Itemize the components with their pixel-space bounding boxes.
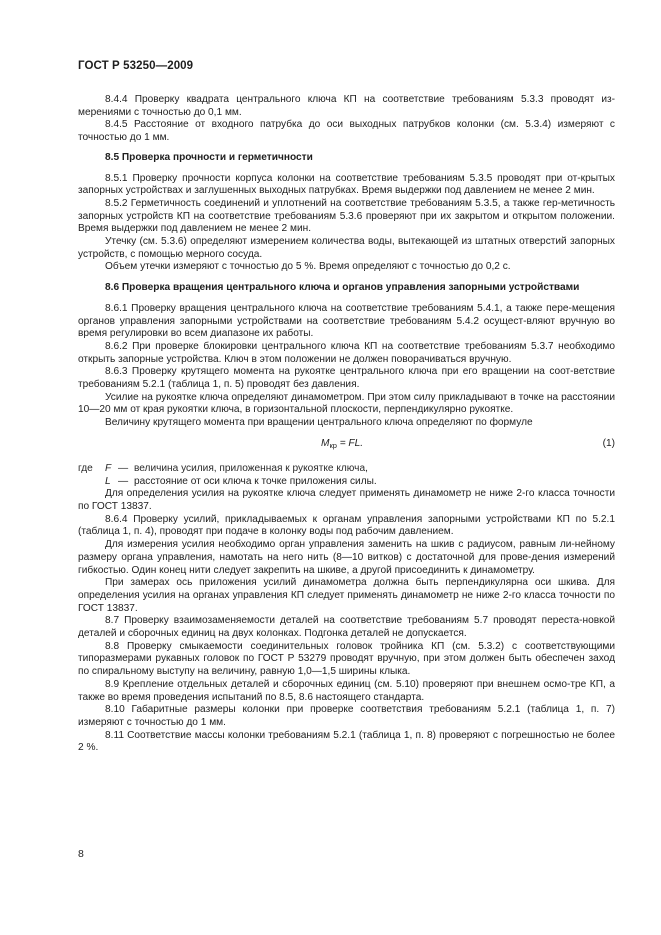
paragraph-8-8: 8.8 Проверку смыкаемости соединительных головок тройника КП (см. 5.3.2) с соответствующими типоразмерами рукавных головок по ГОСТ Р 53279 проводят вручную, при этом должен быть обеспечен заход по спиральному выступу на величину, равную 1,0—1,5 ширины клыка. — [78, 640, 615, 678]
where-dash-l: — — [118, 475, 129, 487]
paragraph-axis-perpendicular: При замерах ось приложения усилий динамометра должна быть перпендикулярна оси шкива. Для определения усилия на органах управления КП следует применять динамометр не ниже 2-го класса точности по ГОСТ 13837. — [78, 577, 615, 614]
page-number: 8 — [78, 848, 84, 860]
section-heading-8-6: 8.6 Проверка вращения центрального ключа и органов управления запорными устройствами — [105, 282, 580, 294]
paragraph-torque-formula-intro: Величину крутящего момента при вращении центрального ключа определяют по формуле — [105, 417, 533, 429]
paragraph-leak-accuracy: Объем утечки измеряют с точностью до 5 %. Время определяют с точностью до 0,2 с. — [105, 261, 511, 273]
formula-lhs-subscript: кр — [329, 440, 337, 450]
paragraph-8-6-2: 8.6.2 При проверке блокировки центрального ключа КП на соответствие требованиям 5.3.7 необходимо открыть запорные устройства. Ключ в этом положении не должен поворачиваться вручную. — [78, 340, 615, 365]
document-body — [78, 94, 615, 755]
paragraph-8-5-1: 8.5.1 Проверку прочности корпуса колонки на соответствие требованиям 5.3.5 проводят при от-крытых запорных устройствах и заглушенных выходных патрубках. Время выдержки под давлением не менее 2 мин. — [78, 172, 615, 197]
where-symbol-l: L — [105, 475, 111, 487]
paragraph-8-4-4: 8.4.4 Проверку квадрата центрального ключа КП на соответствие требованиям 5.3.3 проводят из-мерениями с точностью до 0,1 мм. — [78, 94, 615, 118]
formula-lhs: M — [321, 437, 330, 449]
where-row-f — [78, 463, 615, 476]
where-dash-f: — — [118, 462, 129, 474]
formula-number: (1) — [602, 437, 615, 449]
paragraph-8-11: 8.11 Соответствие массы колонки требованиям 5.2.1 (таблица 1, п. 8) проверяют с погрешностью не более 2 %. — [78, 729, 615, 754]
paragraph-8-10: 8.10 Габаритные размеры колонки при проверке соответствия требованиям 5.2.1 (таблица 1, п. 7) измеряют с точностью до 1 мм. — [78, 704, 615, 728]
section-heading-8-5: 8.5 Проверка прочности и герметичности — [105, 151, 313, 163]
paragraph-leak-method: Утечку (см. 5.3.6) определяют измерением количества воды, вытекающей из штатных отверстий запорных устройств, с помощью мерного сосуда. — [78, 236, 615, 260]
paragraph-force-dynamometer: Усилие на рукоятке ключа определяют динамометром. При этом силу прикладывают в точке на расстоянии 10—20 мм от края рукоятки ключа, в горизонтальной плоскости, перпендикулярно рукоятке. — [78, 391, 615, 416]
paragraph-8-9: 8.9 Крепление отдельных деталей и сборочных единиц (см. 5.10) проверяют при внешнем осмо-тре КП, а также во время проведения испытаний по 8.5, 8.6 настоящего стандарта. — [78, 678, 615, 703]
formula-expression — [321, 438, 363, 453]
formula-1 — [78, 438, 615, 451]
paragraph-8-7: 8.7 Проверку взаимозаменяемости деталей на соответствие требованиям 5.7 проводят переста-новкой деталей и сборочных единиц на двух колонках. Подгонка деталей не допускается. — [78, 615, 615, 640]
document-header-code: ГОСТ Р 53250—2009 — [78, 60, 194, 72]
where-symbol-f: F — [105, 462, 112, 474]
where-word: где — [78, 462, 93, 474]
paragraph-dynamometer-class: Для определения усилия на рукоятке ключа следует применять динамометр не ниже 2-го класса точности по ГОСТ 13837. — [78, 488, 615, 512]
paragraph-pulley-method: Для измерения усилия необходимо орган управления заменить на шкив с радиусом, равным ли-нейному размеру органа управления, намотать на него нить (8—10 витков) с достаточной для прове-дения измерений гибкостью. Один конец нити следует закрепить на шкиве, а другой присоединить к динамометру. — [78, 539, 615, 576]
paragraph-8-6-1: 8.6.1 Проверку вращения центрального ключа на соответствие требованиям 5.4.1, а также пере-мещения органов управления запорными устройствами на соответствие требованиям 5.4.2 осущест-вляют вручную во время регулировки во всем диапазоне их работы. — [78, 302, 615, 340]
paragraph-8-4-5: 8.4.5 Расстояние от входного патрубка до оси выходных патрубков колонки (см. 5.3.4) измеряют с точностью до 1 мм. — [78, 119, 615, 144]
where-row-l — [78, 476, 615, 489]
where-text-l: расстояние от оси ключа к точке приложения силы. — [134, 475, 377, 487]
paragraph-8-6-3: 8.6.3 Проверку крутящего момента на рукоятке центрального ключа при его вращении на соот-ветствие требованиям 5.2.1 (таблица 1, п. 5) проводят без давления. — [78, 366, 615, 391]
paragraph-8-5-2: 8.5.2 Герметичность соединений и уплотнений на соответствие требованиям 5.3.5, а также гер-метичность запорных устройств КП на соответствие требованиям 5.3.6 проверяют при их закрытом и открытом положении. Время выдержки под давлением не менее 2 мин. — [78, 197, 615, 235]
where-text-f: величина усилия, приложенная к рукоятке ключа, — [134, 462, 368, 474]
formula-rhs: = FL. — [336, 437, 364, 449]
paragraph-8-6-4: 8.6.4 Проверку усилий, прикладываемых к органам управления запорными устройствами КП по 5.2.1 (таблица 1, п. 4), проводят при подаче в колонку воды под рабочим давлением. — [78, 513, 615, 538]
